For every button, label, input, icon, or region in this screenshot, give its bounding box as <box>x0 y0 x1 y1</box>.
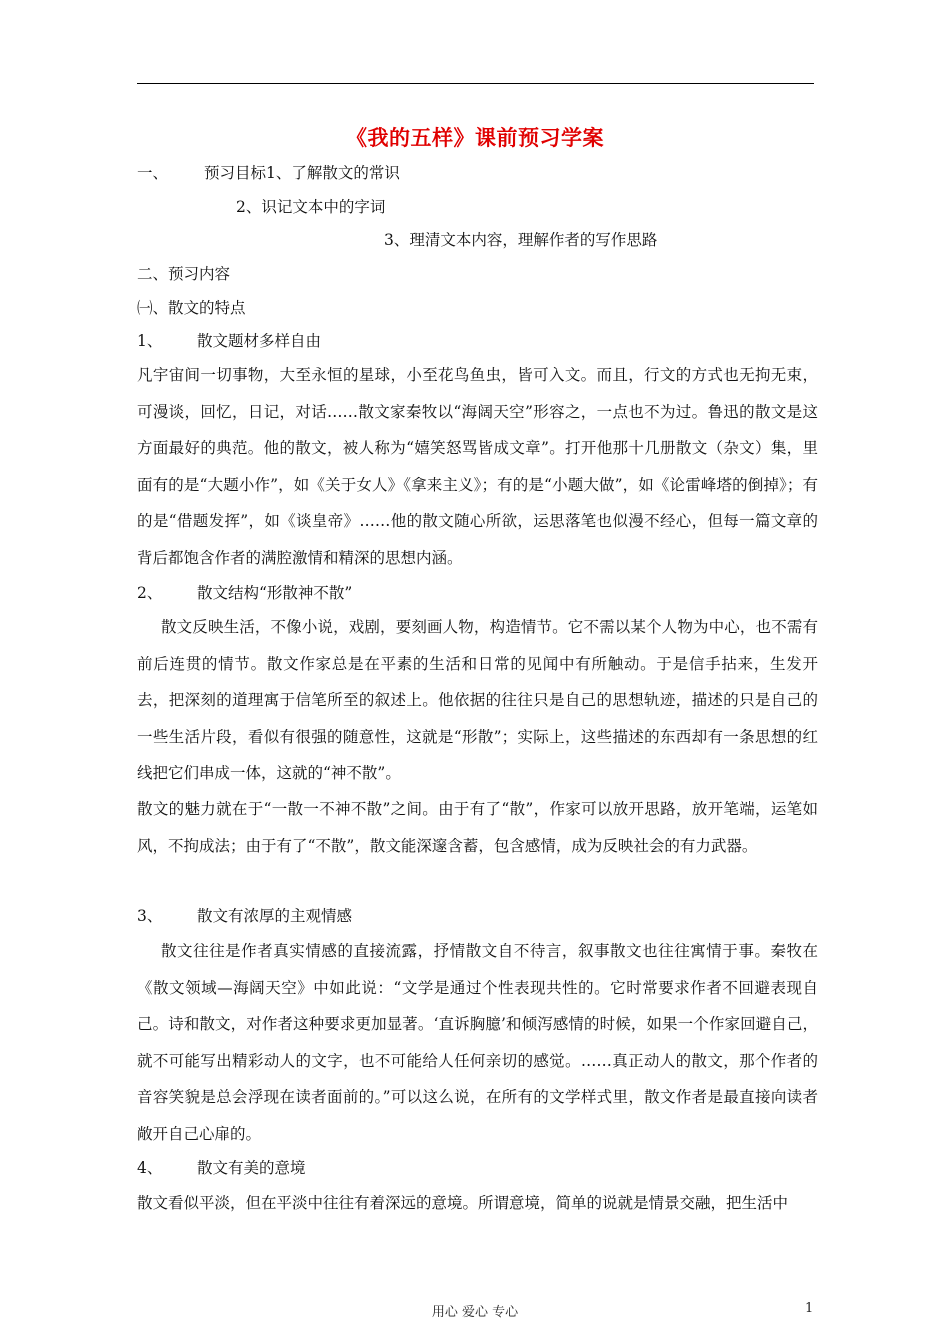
paragraph: 散文的魅力就在于“一散一不神不散”之间。由于有了“散”，作家可以放开思路，放开笔端，运笔如风，不拘成法；由于有了“不散”，散文能深邃含蓄，包含感情，成为反映社会的有力武器。 <box>137 800 818 855</box>
page-footer: 用心 爱心 专心 <box>431 1305 519 1320</box>
objectives-label: 预习目标1、了解散文的常识 <box>204 164 400 182</box>
point-heading-2 <box>137 582 352 604</box>
page-number: 1 <box>805 1301 814 1316</box>
point-label: 散文结构“形散神不散” <box>197 584 353 602</box>
point-number: 3、 <box>137 907 163 925</box>
point-number: 1、 <box>137 332 163 350</box>
objective-item-3: 3、理清文本内容，理解作者的写作思路 <box>384 231 658 249</box>
header-rule <box>137 83 814 84</box>
subsection-heading: ㈠、散文的特点 <box>137 299 246 317</box>
objective-item-2: 2、识记文本中的字词 <box>236 198 386 216</box>
section-heading: 二、预习内容 <box>137 265 231 283</box>
document-title: 《我的五样》课前预习学案 <box>346 126 604 150</box>
paragraph: 散文看似平淡，但在平淡中往往有着深远的意境。所谓意境，简单的说就是情景交融，把生活中 <box>137 1194 789 1212</box>
objectives-number: 一、 <box>137 164 169 182</box>
objectives-heading <box>137 162 400 184</box>
point-number: 2、 <box>137 584 163 602</box>
paragraph: 散文反映生活，不像小说，戏剧，要刻画人物，构造情节。它不需以某个人物为中心，也不需有前后连贯的情节。散文作家总是在平素的生活和日常的见闻中有所触动。于是信手拈来，生发开去，把深刻的道理寓于信笔所至的叙述上。他依据的往往只是自己的思想轨迹，描述的只是自己的一些生活片段，看似有很强的随意性，这就是“形散”；实际上，这些描述的东西却有一条思想的红线把它们串成一体，这就的“神不散”。 <box>137 618 818 782</box>
point-label: 散文有浓厚的主观情感 <box>197 907 353 925</box>
paragraph: 散文往往是作者真实情感的直接流露，抒情散文自不待言，叙事散文也往往寓情于事。秦牧在《散文领域—海阔天空》中如此说：“文学是通过个性表现共性的。它时常要求作者不回避表现自己。诗和散文，对作者这种要求更加显著。‘直诉胸臆’和倾泻感情的时候，如果一个作家回避自己，就不可能写出精彩动人的文字，也不可能给人任何亲切的感觉。……真正动人的散文，那个作者的音容笑貌是总会浮现在读者面前的。”可以这么说，在所有的文学样式里，散文作者是最直接向读者敞开自己心扉的。 <box>137 942 818 1143</box>
paragraph: 凡宇宙间一切事物，大至永恒的星球，小至花鸟鱼虫，皆可入文。而且，行文的方式也无拘无束，可漫谈，回忆，日记，对话……散文家秦牧以“海阔天空”形容之，一点也不为过。鲁迅的散文是这方面最好的典范。他的散文，被人称为“嬉笑怒骂皆成文章”。打开他那十几册散文（杂文）集，里面有的是“大题小作”，如《关于女人》《拿来主义》；有的是“小题大做”，如《论雷峰塔的倒掉》；有的是“借题发挥”，如《谈皇帝》……他的散文随心所欲，运思落笔也似漫不经心，但每一篇文章的背后都饱含作者的满腔激情和精深的思想内涵。 <box>137 366 818 567</box>
point-number: 4、 <box>137 1159 163 1177</box>
point-label: 散文题材多样自由 <box>197 332 322 350</box>
point-heading-4 <box>137 1157 306 1179</box>
point-heading-3 <box>137 905 352 927</box>
point-heading-1 <box>137 330 321 352</box>
point-label: 散文有美的意境 <box>197 1159 306 1177</box>
